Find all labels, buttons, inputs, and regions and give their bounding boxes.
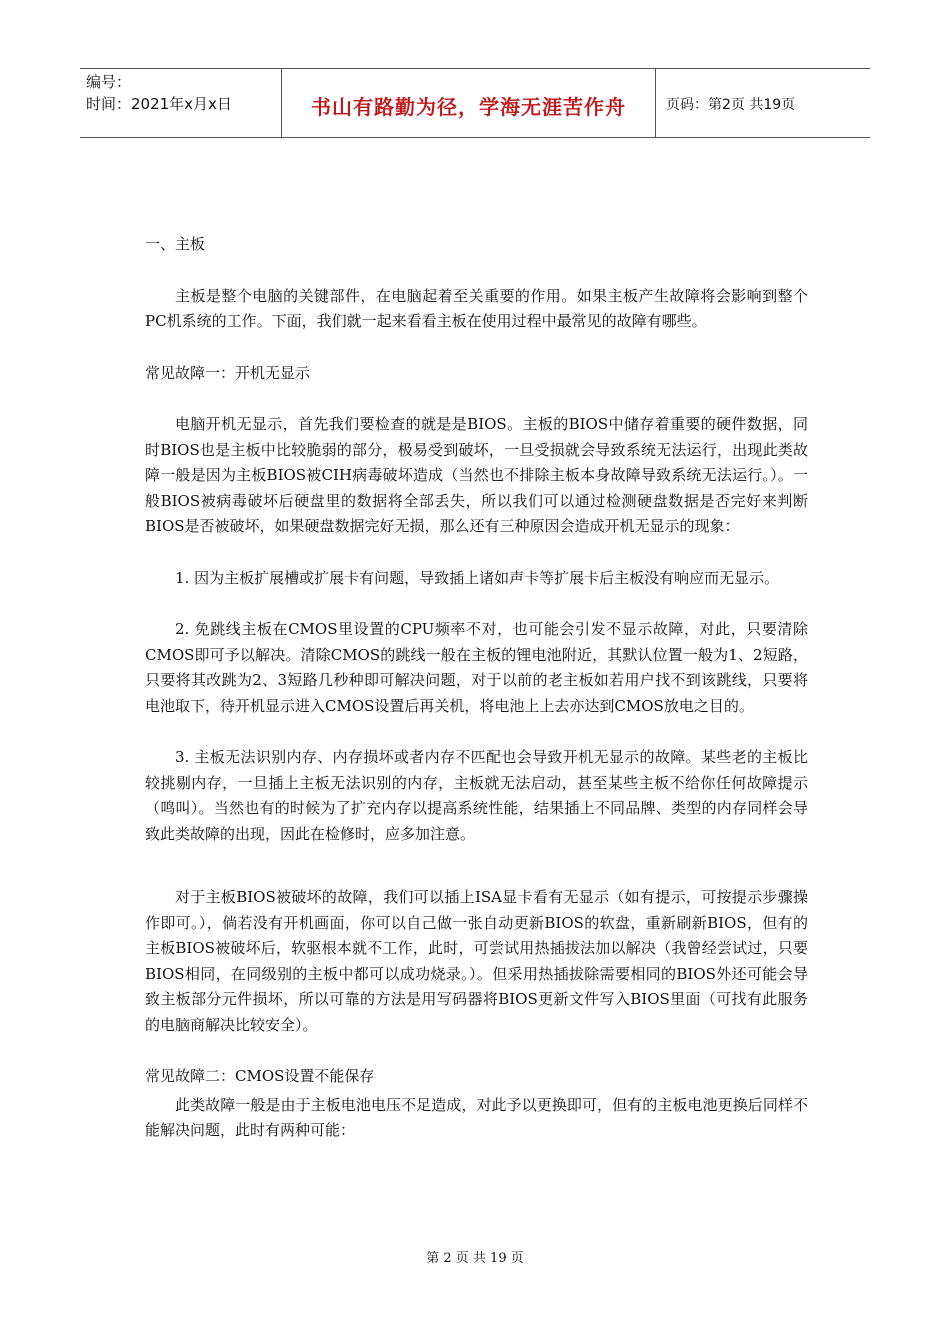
page-footer: 第 2 页 共 19 页: [426, 1251, 524, 1266]
header-page-info: 页码：第2页 共19页: [666, 97, 796, 113]
fault-2-title: 常见故障二：CMOS设置不能保存: [145, 1067, 375, 1085]
fault-1-title: 常见故障一：开机无显示: [145, 363, 311, 382]
fault-2-paragraph: 此类故障一般是由于主板电池电压不足造成，对此予以更换即可，但有的主板电池更换后同样不能解决问题，此时有两种可能：: [145, 1095, 808, 1139]
document-date: 时间：2021年x月x日: [86, 95, 232, 113]
cause-item-2: 2. 免跳线主板在CMOS里设置的CPU频率不对，也可能会引发不显示故障，对此，只要清除CMOS即可予以解决。清除CMOS的跳线一般在主板的锂电池附近，其默认位置一般为1、2短路，只要将其改跳为2、3短路几秒种即可解决问题，对于以前的老主板如若用户找不到该跳线，只要将电池取下，待开机显示进入CMOS设置后再关机，将电池上上去亦达到CMOS放电之目的。: [145, 620, 808, 715]
header-motto: 书山有路勤为径，学海无涯苦作舟: [282, 69, 656, 137]
document-body: [145, 232, 808, 1144]
header-meta: [80, 69, 282, 137]
intro-paragraph: 主板是整个电脑的关键部件，在电脑起着至关重要的作用。如果主板产生故障将会影响到整个PC机系统的工作。下面，我们就一起来看看主板在使用过程中最常见的故障有哪些。: [145, 286, 808, 330]
bios-repair-paragraph: 对于主板BIOS被破坏的故障，我们可以插上ISA显卡看有无显示（如有提示，可按提示步骤操作即可。），倘若没有开机画面，你可以自己做一张自动更新BIOS的软盘，重新刷新BIOS，但有的主板BIOS被破坏后，软驱根本就不工作，此时，可尝试用热插拔法加以解决（我曾经尝试过，只要BIOS相同，在同级别的主板中都可以成功烧录。）。但采用热插拔除需要相同的BIOS外还可能会导致主板部分元件损坏，所以可靠的方法是用写码器将BIOS更新文件写入BIOS里面（可找有此服务的电脑商解决比较安全）。: [145, 888, 808, 1034]
section-title: 一、主板: [145, 235, 206, 253]
page-header: [80, 68, 870, 138]
document-number-label: 编号：: [86, 73, 132, 91]
fault-1-paragraph: 电脑开机无显示，首先我们要检查的就是是BIOS。主板的BIOS中储存着重要的硬件数据，同时BIOS也是主板中比较脆弱的部分，极易受到破坏，一旦受损就会导致系统无法运行，出现此类故障一般是因为主板BIOS被CIH病毒破坏造成（当然也不排除主板本身故障导致系统无法运行。）。一般BIOS被病毒破坏后硬盘里的数据将全部丢失，所以我们可以通过检测硬盘数据是否完好来判断BIOS是否被破坏，如果硬盘数据完好无损，那么还有三种原因会造成开机无显示的现象：: [145, 415, 808, 535]
cause-item-3: 3. 主板无法识别内存、内存损坏或者内存不匹配也会导致开机无显示的故障。某些老的主板比较挑剔内存，一旦插上主板无法识别的内存，主板就无法启动，甚至某些主板不给你任何故障提示（鸣叫）。当然也有的时候为了扩充内存以提高系统性能，结果插上不同品牌、类型的内存同样会导致此类故障的出现，因此在检修时，应多加注意。: [145, 748, 808, 843]
cause-item-1: 1. 因为主板扩展槽或扩展卡有问题，导致插上诸如声卡等扩展卡后主板没有响应而无显示。: [175, 568, 780, 587]
